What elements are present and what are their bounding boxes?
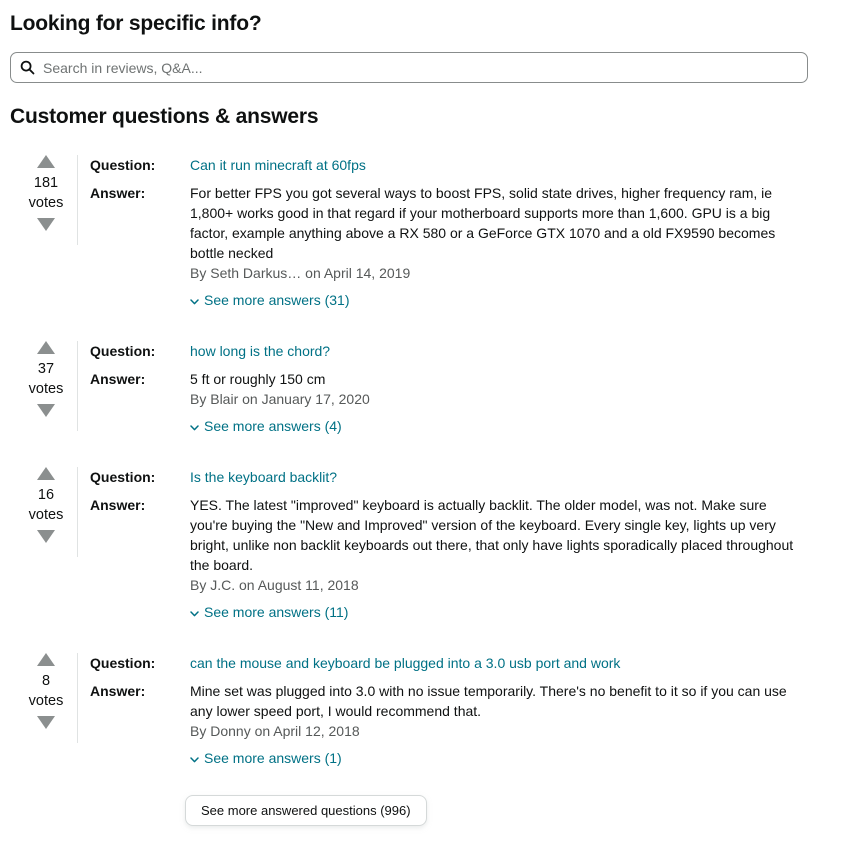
- downvote-arrow-icon[interactable]: [37, 218, 55, 231]
- qa-item: [10, 653, 808, 768]
- answer-line: [90, 495, 808, 622]
- answer-line: [90, 681, 808, 768]
- vertical-divider: [77, 467, 78, 557]
- question-line: [90, 341, 808, 361]
- question-label: Question:: [90, 655, 156, 671]
- answer-line: [90, 183, 808, 310]
- answer-text: Mine set was plugged into 3.0 with no issue temporarily. There's no benefit to it so if you can use any lower speed port, I would recommend that.: [190, 683, 787, 719]
- vote-widget: [18, 341, 74, 417]
- answer-attribution: By Donny on April 12, 2018: [190, 723, 360, 739]
- vote-label: votes: [28, 195, 64, 211]
- downvote-arrow-icon[interactable]: [37, 530, 55, 543]
- question-link[interactable]: can the mouse and keyboard be plugged into a 3.0 usb port and work: [190, 655, 621, 671]
- chevron-down-icon: [190, 602, 199, 622]
- answer-body: [190, 681, 808, 768]
- qa-item: [10, 155, 808, 310]
- question-line: [90, 653, 808, 673]
- vote-widget: [18, 467, 74, 543]
- vote-label: votes: [28, 381, 64, 397]
- qa-list: [10, 155, 808, 768]
- question-line: [90, 467, 808, 487]
- answer-text: 5 ft or roughly 150 cm: [190, 371, 326, 387]
- vote-count: 8: [41, 673, 51, 689]
- upvote-arrow-icon[interactable]: [37, 155, 55, 168]
- answer-body: [190, 369, 808, 436]
- vote-label: votes: [28, 693, 64, 709]
- see-more-answers-label: See more answers (1): [204, 750, 342, 766]
- see-more-answers-link[interactable]: [190, 416, 342, 436]
- vote-label: votes: [28, 507, 64, 523]
- qa-content: [90, 653, 808, 768]
- vote-count: 37: [37, 361, 55, 377]
- see-more-answers-link[interactable]: [190, 602, 348, 622]
- downvote-arrow-icon[interactable]: [37, 404, 55, 417]
- answer-text: YES. The latest "improved" keyboard is actually backlit. The older model, was not. Make sure you're buying the "New and Improved" version of the keyboard. Every single key, lights up very bright, unlike non backlit keyboards out there, that only have lights sporadically placed throughout the board.: [190, 497, 794, 573]
- answer-text: For better FPS you got several ways to boost FPS, solid state drives, higher frequency ram, ie 1,800+ works good in that regard if your motherboard supports more than 1,600. GPU is a big factor, example anything above a RX 580 or a GeForce GTX 1070 and a old FX9590 becomes bottle necked: [190, 185, 776, 261]
- search-box: [10, 52, 808, 83]
- upvote-arrow-icon[interactable]: [37, 341, 55, 354]
- customer-qa-heading: Customer questions & answers: [10, 105, 319, 128]
- question-label: Question:: [90, 469, 156, 485]
- vertical-divider: [77, 341, 78, 431]
- vote-count: 16: [37, 487, 55, 503]
- downvote-arrow-icon[interactable]: [37, 716, 55, 729]
- vertical-divider: [77, 155, 78, 245]
- vote-count: 181: [33, 175, 59, 191]
- qa-item: [10, 467, 808, 622]
- see-more-answers-link[interactable]: [190, 290, 350, 310]
- answer-label: Answer:: [90, 185, 146, 201]
- answer-body: [190, 183, 808, 310]
- qa-content: [90, 341, 808, 436]
- looking-for-info-heading: Looking for specific info?: [10, 12, 262, 35]
- see-more-answers-label: See more answers (31): [204, 292, 350, 308]
- chevron-down-icon: [190, 416, 199, 436]
- chevron-down-icon: [190, 290, 199, 310]
- question-label: Question:: [90, 343, 156, 359]
- vote-widget: [18, 155, 74, 231]
- answer-label: Answer:: [90, 371, 146, 387]
- chevron-down-icon: [190, 748, 199, 768]
- answer-line: [90, 369, 808, 436]
- answer-attribution: By Blair on January 17, 2020: [190, 391, 370, 407]
- search-input[interactable]: [10, 52, 808, 83]
- question-line: [90, 155, 808, 175]
- answer-label: Answer:: [90, 683, 146, 699]
- see-more-questions-button[interactable]: See more answered questions (996): [185, 795, 427, 826]
- qa-content: [90, 155, 808, 310]
- question-link[interactable]: Can it run minecraft at 60fps: [190, 157, 366, 173]
- upvote-arrow-icon[interactable]: [37, 653, 55, 666]
- see-more-answers-label: See more answers (11): [204, 604, 349, 620]
- vote-widget: [18, 653, 74, 729]
- answer-label: Answer:: [90, 497, 146, 513]
- upvote-arrow-icon[interactable]: [37, 467, 55, 480]
- see-more-answers-link[interactable]: [190, 748, 342, 768]
- vertical-divider: [77, 653, 78, 743]
- qa-item: [10, 341, 808, 436]
- qa-content: [90, 467, 808, 622]
- answer-attribution: By Seth Darkus… on April 14, 2019: [190, 265, 411, 281]
- question-link[interactable]: how long is the chord?: [190, 343, 331, 359]
- question-link[interactable]: Is the keyboard backlit?: [190, 469, 338, 485]
- question-label: Question:: [90, 157, 156, 173]
- answer-body: [190, 495, 808, 622]
- see-more-questions-wrap: [185, 795, 808, 826]
- answer-attribution: By J.C. on August 11, 2018: [190, 577, 359, 593]
- see-more-answers-label: See more answers (4): [204, 418, 342, 434]
